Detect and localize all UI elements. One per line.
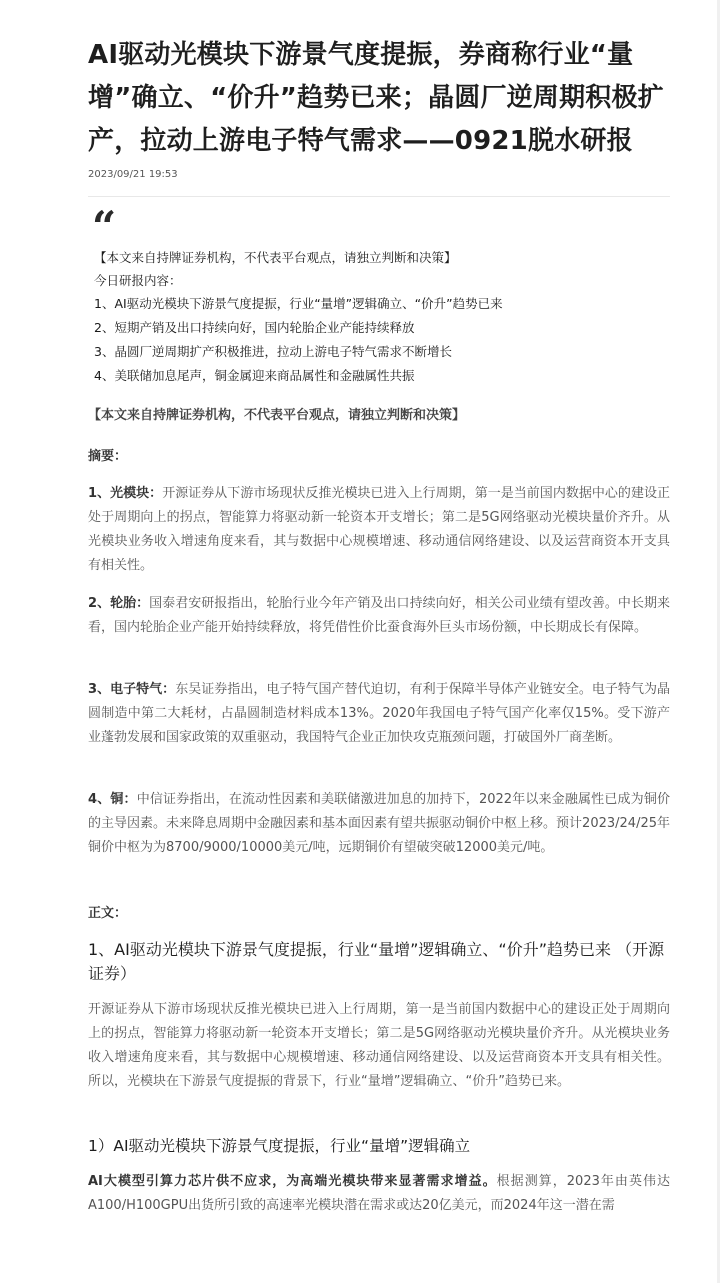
summary-label: 摘要： (88, 449, 128, 464)
paragraph-text: 根据测算，2023年由英伟达A100/H100GPU出货所引致的高速率光模块潜在需求或达20亿美元，而2024年这一潜在需 (88, 1174, 670, 1213)
article-title: AI驱动光模块下游景气度提振，券商称行业“量增”确立、“价升”趋势已来；晶圆厂逆周期积极扩产，拉动上游电子特气需求——0921脱水研报 (88, 40, 664, 156)
paragraph-lead: AI大模型引算力芯片供不应求，为高端光模块带来显著需求增益。 (88, 1174, 497, 1189)
article-date: 2023/09/21 19:53 (88, 169, 178, 180)
quote-icon: “ (92, 202, 117, 251)
quote-item: 4、美联储加息尾声，铜金属迎来商品属性和金融属性共振 (94, 368, 415, 383)
page-scrollbar[interactable] (708, 0, 722, 1283)
body-paragraph: 开源证券从下游市场现状反推光模块已进入上行周期，第一是当前国内数据中心的建设正处于周期向上的拐点，智能算力将驱动新一轮资本开支增长；第二是5G网络驱动光模块量价齐升。从光模块业务收入增速角度来看，其与数据中心规模增速、移动通信网络建设、以及运营商资本开支具有相关性。所以，光模块在下游景气度提振的背景下，行业“量增”逻辑确立、“价升”趋势已来。 (88, 1002, 670, 1089)
header-divider (88, 196, 670, 197)
section-text: 开源证券从下游市场现状反推光模块已进入上行周期，第一是当前国内数据中心的建设正处于周期向上的拐点，智能算力将驱动新一轮资本开支增长；第二是5G网络驱动光模块量价齐升。从光模块业务收入增速角度来看，其与数据中心规模增速、移动通信网络建设、以及运营商资本开支具有相关性。 (88, 486, 670, 573)
summary-section (88, 592, 670, 640)
section-lead: 4、铜： (88, 792, 137, 807)
section-heading: 1、AI驱动光模块下游景气度提振，行业“量增”逻辑确立、“价升”趋势已来 （开源证券） (88, 940, 665, 983)
section-text: 国泰君安研报指出，轮胎行业今年产销及出口持续向好，相关公司业绩有望改善。中长期来看，国内轮胎企业产能开始持续释放，将凭借性价比蚕食海外巨头市场份额，中长期成长有保障。 (88, 596, 670, 635)
quote-item: 1、AI驱动光模块下游景气度提振，行业“量增”逻辑确立、“价升”趋势已来 (94, 296, 503, 311)
summary-section (88, 482, 670, 578)
disclaimer-notice: 【本文来自持牌证券机构，不代表平台观点，请独立判断和决策】 (88, 408, 466, 423)
body-label: 正文： (88, 906, 128, 921)
subsection-heading: 1）AI驱动光模块下游景气度提振，行业“量增”逻辑确立 (88, 1137, 471, 1155)
scrollbar-thumb[interactable] (717, 0, 720, 1283)
section-text: 东吴证券指出，电子特气国产替代迫切，有利于保障半导体产业链安全。电子特气为晶圆制造中第二大耗材，占晶圆制造材料成本13%。2020年我国电子特气国产化率仅15%。受下游产业蓬勃发展和国家政策的双重驱动，我国特气企业正加快攻克瓶颈问题，打破国外厂商垄断。 (88, 682, 670, 745)
body-paragraph-final (88, 1170, 670, 1218)
summary-section (88, 788, 670, 860)
summary-section (88, 678, 670, 750)
quote-item: 2、短期产销及出口持续向好，国内轮胎企业产能持续释放 (94, 320, 415, 335)
section-lead: 3、电子特气： (88, 682, 176, 697)
quote-item: 3、晶圆厂逆周期扩产积极推进，拉动上游电子特气需求不断增长 (94, 344, 452, 359)
section-lead: 2、轮胎： (88, 596, 150, 611)
section-lead: 1、光模块： (88, 486, 163, 501)
section-text: 中信证券指出，在流动性因素和美联储激进加息的加持下，2022年以来金融属性已成为铜价的主导因素。未来降息周期中金融因素和基本面因素有望共振驱动铜价中枢上移。预计2023/24/25年铜价中枢为为8700/9000/10000美元/吨，远期铜价有望破突破12000美元/吨。 (88, 792, 670, 855)
quote-intro: 今日研报内容： (94, 273, 182, 288)
quote-notice: 【本文来自持牌证券机构，不代表平台观点，请独立判断和决策】 (94, 250, 457, 265)
